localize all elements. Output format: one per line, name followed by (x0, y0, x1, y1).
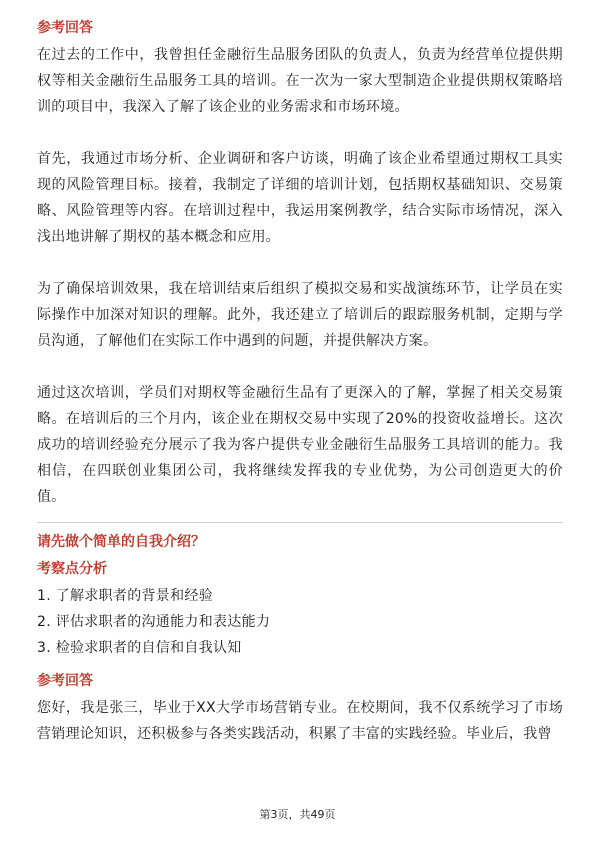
section-divider (37, 522, 563, 523)
analysis-heading: 考察点分析 (37, 561, 107, 577)
analysis-item: 1. 了解求职者的背景和经验 (37, 588, 214, 604)
paragraph-gap (37, 354, 563, 380)
page-number: 第3页，共49页 (259, 808, 336, 821)
reference-answer-heading: 参考回答 (37, 20, 93, 36)
answer-paragraph: 首先，我通过市场分析、企业调研和客户访谈，明确了该企业希望通过期权工具实现的风险管理目标。接着，我制定了详细的培训计划，包括期权基础知识、交易策略、风险管理等内容。在培训过程中，我运用案例教学，结合实际市场情况，深入浅出地讲解了期权的基本概念和应用。 (37, 151, 563, 245)
reference-answer-heading: 参考回答 (37, 673, 93, 689)
answer-paragraph: 您好，我是张三，毕业于XX大学市场营销专业。在校期间，我不仅系统学习了市场营销理论知识，还积极参与各类实践活动，积累了丰富的实践经验。毕业后，我曾 (37, 700, 563, 742)
answer-paragraph: 通过这次培训，学员们对期权等金融衍生品有了更深入的了解，掌握了相关交易策略。在培训后的三个月内，该企业在期权交易中实现了20%的投资收益增长。这次成功的培训经验充分展示了我为客户提供专业金融衍生品服务工具培训的能力。我相信，在四联创业集团公司，我将继续发挥我的专业优势，为公司创造更大的价值。 (37, 385, 563, 505)
answer-paragraph: 为了确保培训效果，我在培训结束后组织了模拟交易和实战演练环节，让学员在实际操作中加深对知识的理解。此外，我还建立了培训后的跟踪服务机制，定期与学员沟通，了解他们在实际工作中遇到的问题，并提供解决方案。 (37, 281, 563, 349)
page-content (37, 18, 563, 747)
paragraph-gap (37, 120, 563, 146)
analysis-item: 2. 评估求职者的沟通能力和表达能力 (37, 614, 271, 630)
analysis-item: 3. 检验求职者的自信和自我认知 (37, 640, 242, 656)
answer-paragraph: 在过去的工作中，我曾担任金融衍生品服务团队的负责人，负责为经营单位提供期权等相关金融衍生品服务工具的培训。在一次为一家大型制造企业提供期权策略培训的项目中，我深入了解了该企业的业务需求和市场环境。 (37, 47, 563, 115)
paragraph-gap (37, 250, 563, 276)
interview-question: 请先做个简单的自我介绍？ (37, 534, 205, 550)
